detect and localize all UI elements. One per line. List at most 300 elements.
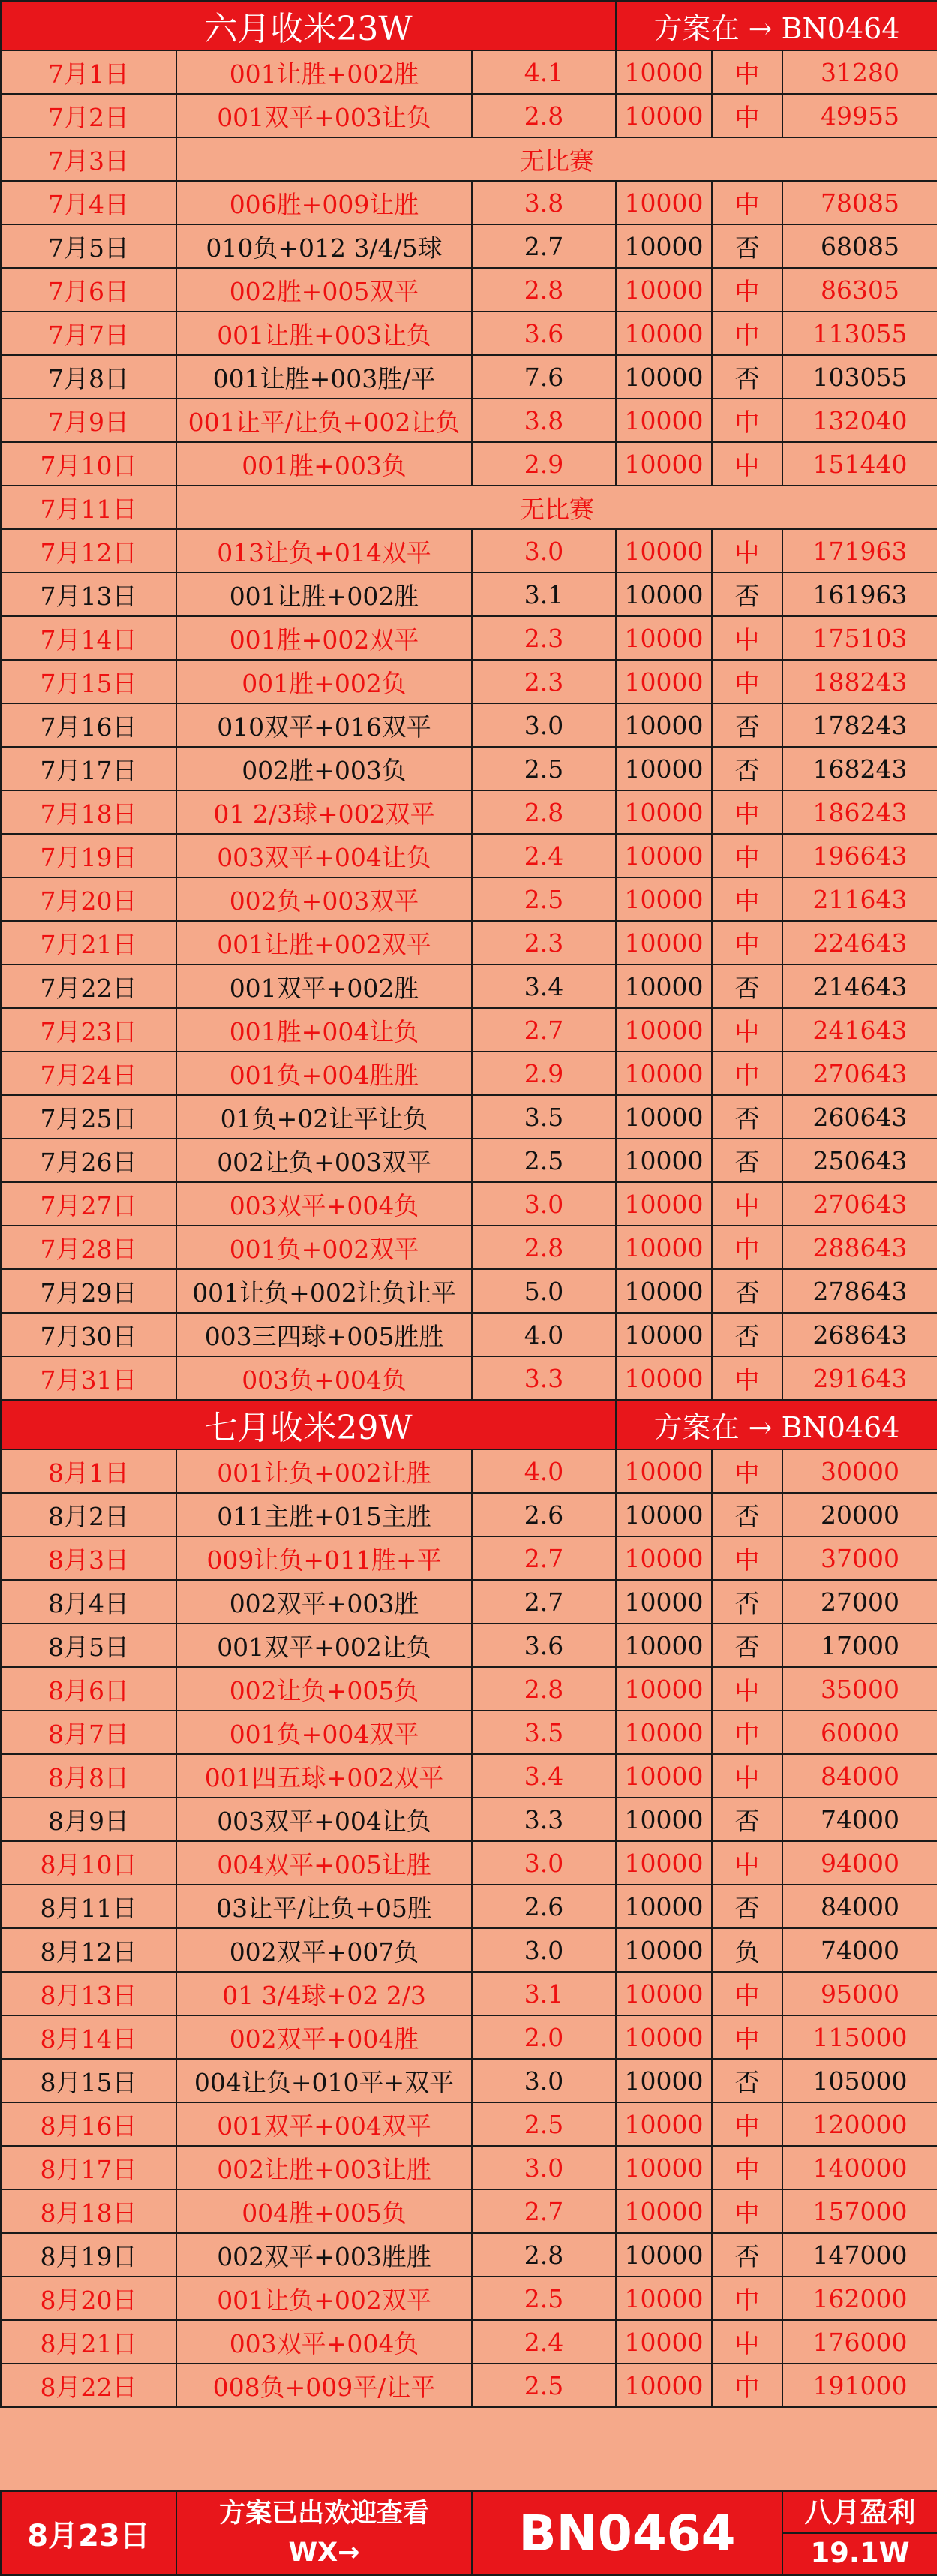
footer-note-line1: 方案已出欢迎查看 <box>218 2499 429 2529</box>
table-row <box>1 747 937 790</box>
odds-cell: 2.5 <box>472 2364 616 2407</box>
picks-cell: 003双平+004负 <box>176 2320 472 2364</box>
date-cell: 7月29日 <box>1 1269 176 1313</box>
odds-cell: 3.3 <box>472 1356 616 1400</box>
table-row <box>1 94 937 137</box>
picks-cell: 001让胜+003让负 <box>176 311 472 355</box>
date-cell: 7月28日 <box>1 1226 176 1269</box>
table-row <box>1 1885 937 1928</box>
date-cell: 7月6日 <box>1 268 176 311</box>
date-cell: 7月19日 <box>1 834 176 877</box>
result-cell: 中 <box>712 94 782 137</box>
table-row <box>1 311 937 355</box>
table-row <box>1 1313 937 1356</box>
picks-cell: 001负+004双平 <box>176 1711 472 1754</box>
odds-cell: 2.5 <box>472 2277 616 2320</box>
stake-cell: 10000 <box>616 224 712 268</box>
stake-cell: 10000 <box>616 1493 712 1536</box>
balance-cell: 95000 <box>782 1972 937 2015</box>
table-row <box>1 1095 937 1139</box>
table-row <box>1 1841 937 1885</box>
table-row <box>1 529 937 573</box>
odds-cell: 5.0 <box>472 1269 616 1313</box>
picks-cell: 003负+004负 <box>176 1356 472 1400</box>
stake-cell: 10000 <box>616 1536 712 1580</box>
picks-cell: 001双平+002胜 <box>176 964 472 1008</box>
odds-cell: 2.7 <box>472 224 616 268</box>
date-cell: 8月7日 <box>1 1711 176 1754</box>
result-cell: 中 <box>712 834 782 877</box>
footer-profit-value: 19.1W <box>783 2532 937 2573</box>
result-cell: 中 <box>712 2146 782 2189</box>
date-cell: 8月8日 <box>1 1754 176 1798</box>
balance-cell: 20000 <box>782 1493 937 1536</box>
result-cell: 中 <box>712 1182 782 1226</box>
balance-cell: 37000 <box>782 1536 937 1580</box>
picks-cell: 001负+004胜胜 <box>176 1052 472 1095</box>
table-row <box>1 616 937 660</box>
picks-cell: 001双平+002让负 <box>176 1624 472 1667</box>
stake-cell: 10000 <box>616 1052 712 1095</box>
date-cell: 8月21日 <box>1 2320 176 2364</box>
picks-cell: 001让负+002让胜 <box>176 1449 472 1493</box>
picks-cell: 002双平+007负 <box>176 1928 472 1972</box>
result-cell: 中 <box>712 1536 782 1580</box>
section-title: 六月收米23W <box>1 1 616 50</box>
odds-cell: 2.9 <box>472 442 616 486</box>
odds-cell: 3.8 <box>472 181 616 224</box>
balance-cell: 105000 <box>782 2059 937 2102</box>
date-cell: 7月17日 <box>1 747 176 790</box>
result-cell: 否 <box>712 703 782 747</box>
odds-cell: 2.7 <box>472 2189 616 2233</box>
picks-cell: 002双平+003胜 <box>176 1580 472 1624</box>
picks-cell: 001让胜+002双平 <box>176 921 472 964</box>
balance-cell: 260643 <box>782 1095 937 1139</box>
section-plan-label: 方案在 → BN0464 <box>616 1400 937 1449</box>
table-row <box>1 2277 937 2320</box>
table-row <box>1 1798 937 1841</box>
picks-cell: 001让胜+002胜 <box>176 573 472 616</box>
picks-cell: 001双平+004双平 <box>176 2102 472 2146</box>
balance-cell: 161963 <box>782 573 937 616</box>
stake-cell: 10000 <box>616 573 712 616</box>
table-row <box>1 1182 937 1226</box>
table-row <box>1 181 937 224</box>
table-row <box>1 2364 937 2407</box>
picks-cell: 008负+009平/让平 <box>176 2364 472 2407</box>
result-cell: 中 <box>712 399 782 442</box>
result-cell: 中 <box>712 1754 782 1798</box>
result-cell: 中 <box>712 2320 782 2364</box>
odds-cell: 3.6 <box>472 1624 616 1667</box>
stake-cell: 10000 <box>616 1269 712 1313</box>
picks-cell: 001让平/让负+002让负 <box>176 399 472 442</box>
result-cell: 否 <box>712 1798 782 1841</box>
table-row <box>1 834 937 877</box>
result-cell: 否 <box>712 355 782 399</box>
odds-cell: 3.1 <box>472 573 616 616</box>
odds-cell: 2.5 <box>472 2102 616 2146</box>
balance-cell: 35000 <box>782 1667 937 1711</box>
stake-cell: 10000 <box>616 181 712 224</box>
picks-cell: 002胜+003负 <box>176 747 472 790</box>
odds-cell: 2.4 <box>472 834 616 877</box>
date-cell: 8月10日 <box>1 1841 176 1885</box>
date-cell: 8月16日 <box>1 2102 176 2146</box>
table-row <box>1 660 937 703</box>
stake-cell: 10000 <box>616 790 712 834</box>
stake-cell: 10000 <box>616 1313 712 1356</box>
result-cell: 中 <box>712 1052 782 1095</box>
table-row <box>1 1449 937 1493</box>
picks-cell: 003双平+004让负 <box>176 1798 472 1841</box>
odds-cell: 3.0 <box>472 2146 616 2189</box>
no-match-cell: 无比赛 <box>176 486 937 529</box>
date-cell: 7月16日 <box>1 703 176 747</box>
balance-cell: 86305 <box>782 268 937 311</box>
result-cell: 中 <box>712 311 782 355</box>
stake-cell: 10000 <box>616 1928 712 1972</box>
odds-cell: 2.6 <box>472 1885 616 1928</box>
odds-cell: 2.5 <box>472 877 616 921</box>
balance-cell: 162000 <box>782 2277 937 2320</box>
date-cell: 7月27日 <box>1 1182 176 1226</box>
picks-cell: 002胜+005双平 <box>176 268 472 311</box>
balance-cell: 270643 <box>782 1182 937 1226</box>
odds-cell: 3.0 <box>472 1841 616 1885</box>
result-cell: 中 <box>712 660 782 703</box>
table-row <box>1 399 937 442</box>
result-cell: 中 <box>712 1711 782 1754</box>
table-row <box>1 1356 937 1400</box>
balance-cell: 68085 <box>782 224 937 268</box>
picks-cell: 004胜+005负 <box>176 2189 472 2233</box>
table-row <box>1 703 937 747</box>
picks-cell: 001让胜+003胜/平 <box>176 355 472 399</box>
result-cell: 否 <box>712 1313 782 1356</box>
stake-cell: 10000 <box>616 660 712 703</box>
balance-cell: 188243 <box>782 660 937 703</box>
table-row <box>1 1493 937 1536</box>
date-cell: 7月10日 <box>1 442 176 486</box>
balance-cell: 196643 <box>782 834 937 877</box>
footer-profit-label: 八月盈利 <box>804 2496 916 2529</box>
odds-cell: 3.0 <box>472 529 616 573</box>
picks-cell: 001胜+004让负 <box>176 1008 472 1052</box>
odds-cell: 3.0 <box>472 1928 616 1972</box>
date-cell: 7月20日 <box>1 877 176 921</box>
table-row <box>1 1928 937 1972</box>
picks-cell: 001胜+002负 <box>176 660 472 703</box>
picks-cell: 01负+02让平让负 <box>176 1095 472 1139</box>
date-cell: 8月18日 <box>1 2189 176 2233</box>
result-cell: 否 <box>712 1139 782 1182</box>
footer-plan-code: BN0464 <box>472 2491 782 2575</box>
section-header <box>1 1 937 50</box>
balance-cell: 278643 <box>782 1269 937 1313</box>
odds-cell: 3.8 <box>472 399 616 442</box>
date-cell: 8月6日 <box>1 1667 176 1711</box>
odds-cell: 2.7 <box>472 1008 616 1052</box>
result-cell: 否 <box>712 1580 782 1624</box>
odds-cell: 2.9 <box>472 1052 616 1095</box>
stake-cell: 10000 <box>616 2277 712 2320</box>
picks-cell: 01 2/3球+002双平 <box>176 790 472 834</box>
stake-cell: 10000 <box>616 2189 712 2233</box>
footer-profit <box>782 2491 937 2575</box>
balance-cell: 84000 <box>782 1885 937 1928</box>
result-cell: 中 <box>712 1972 782 2015</box>
result-cell: 否 <box>712 2059 782 2102</box>
balance-cell: 113055 <box>782 311 937 355</box>
table-row <box>1 1536 937 1580</box>
date-cell: 8月11日 <box>1 1885 176 1928</box>
stake-cell: 10000 <box>616 94 712 137</box>
date-cell: 8月19日 <box>1 2233 176 2277</box>
odds-cell: 3.3 <box>472 1798 616 1841</box>
stake-cell: 10000 <box>616 1754 712 1798</box>
stake-cell: 10000 <box>616 529 712 573</box>
result-cell: 否 <box>712 1624 782 1667</box>
balance-cell: 27000 <box>782 1580 937 1624</box>
odds-cell: 2.3 <box>472 616 616 660</box>
picks-cell: 03让平/让负+05胜 <box>176 1885 472 1928</box>
stake-cell: 10000 <box>616 399 712 442</box>
date-cell: 7月18日 <box>1 790 176 834</box>
date-cell: 7月25日 <box>1 1095 176 1139</box>
result-cell: 中 <box>712 877 782 921</box>
stake-cell: 10000 <box>616 2146 712 2189</box>
table-row <box>1 2189 937 2233</box>
odds-cell: 2.8 <box>472 2233 616 2277</box>
date-cell: 7月12日 <box>1 529 176 573</box>
picks-cell: 002让胜+003让胜 <box>176 2146 472 2189</box>
stake-cell: 10000 <box>616 50 712 94</box>
date-cell: 7月8日 <box>1 355 176 399</box>
table-row <box>1 790 937 834</box>
odds-cell: 2.8 <box>472 1667 616 1711</box>
table-row <box>1 50 937 94</box>
table-row <box>1 1139 937 1182</box>
section-header <box>1 1400 937 1449</box>
date-cell: 8月17日 <box>1 2146 176 2189</box>
table-row <box>1 964 937 1008</box>
stake-cell: 10000 <box>616 2059 712 2102</box>
date-cell: 8月4日 <box>1 1580 176 1624</box>
stake-cell: 10000 <box>616 442 712 486</box>
stake-cell: 10000 <box>616 2015 712 2059</box>
table-row <box>1 877 937 921</box>
balance-cell: 268643 <box>782 1313 937 1356</box>
stake-cell: 10000 <box>616 834 712 877</box>
balance-cell: 288643 <box>782 1226 937 1269</box>
picks-cell: 006胜+009让胜 <box>176 181 472 224</box>
stake-cell: 10000 <box>616 1885 712 1928</box>
section-plan-label: 方案在 → BN0464 <box>616 1 937 50</box>
odds-cell: 3.0 <box>472 2059 616 2102</box>
balance-cell: 175103 <box>782 616 937 660</box>
result-cell: 中 <box>712 50 782 94</box>
stake-cell: 10000 <box>616 1449 712 1493</box>
stake-cell: 10000 <box>616 2102 712 2146</box>
picks-cell: 010负+012 3/4/5球 <box>176 224 472 268</box>
table-row <box>1 573 937 616</box>
picks-cell: 001胜+003负 <box>176 442 472 486</box>
date-cell: 7月7日 <box>1 311 176 355</box>
table-row <box>1 2146 937 2189</box>
stake-cell: 10000 <box>616 1798 712 1841</box>
balance-cell: 178243 <box>782 703 937 747</box>
result-cell: 中 <box>712 1356 782 1400</box>
table-row <box>1 1580 937 1624</box>
date-cell: 7月22日 <box>1 964 176 1008</box>
stake-cell: 10000 <box>616 1139 712 1182</box>
picks-cell: 001四五球+002双平 <box>176 1754 472 1798</box>
result-cell: 否 <box>712 224 782 268</box>
stake-cell: 10000 <box>616 1226 712 1269</box>
balance-cell: 60000 <box>782 1711 937 1754</box>
result-cell: 中 <box>712 1449 782 1493</box>
balance-cell: 171963 <box>782 529 937 573</box>
result-cell: 中 <box>712 790 782 834</box>
odds-cell: 2.8 <box>472 94 616 137</box>
result-cell: 否 <box>712 747 782 790</box>
footer-banner <box>0 2490 937 2576</box>
odds-cell: 2.7 <box>472 1536 616 1580</box>
odds-cell: 4.1 <box>472 50 616 94</box>
balance-cell: 211643 <box>782 877 937 921</box>
stake-cell: 10000 <box>616 616 712 660</box>
date-cell: 8月15日 <box>1 2059 176 2102</box>
date-cell: 7月21日 <box>1 921 176 964</box>
date-cell: 8月2日 <box>1 1493 176 1536</box>
picks-cell: 010双平+016双平 <box>176 703 472 747</box>
date-cell: 7月31日 <box>1 1356 176 1400</box>
odds-cell: 2.0 <box>472 2015 616 2059</box>
table-row <box>1 2059 937 2102</box>
odds-cell: 2.8 <box>472 1226 616 1269</box>
date-cell: 8月22日 <box>1 2364 176 2407</box>
result-cell: 中 <box>712 2277 782 2320</box>
picks-cell: 003双平+004让负 <box>176 834 472 877</box>
balance-cell: 49955 <box>782 94 937 137</box>
table-row <box>1 2102 937 2146</box>
balance-cell: 78085 <box>782 181 937 224</box>
stake-cell: 10000 <box>616 311 712 355</box>
balance-cell: 241643 <box>782 1008 937 1052</box>
table-row <box>1 1008 937 1052</box>
balance-cell: 30000 <box>782 1449 937 1493</box>
odds-cell: 3.4 <box>472 1754 616 1798</box>
odds-cell: 2.3 <box>472 921 616 964</box>
picks-cell: 003三四球+005胜胜 <box>176 1313 472 1356</box>
balance-cell: 103055 <box>782 355 937 399</box>
balance-cell: 291643 <box>782 1356 937 1400</box>
result-cell: 中 <box>712 2015 782 2059</box>
date-cell: 7月24日 <box>1 1052 176 1095</box>
odds-cell: 2.5 <box>472 747 616 790</box>
balance-cell: 140000 <box>782 2146 937 2189</box>
date-cell: 7月1日 <box>1 50 176 94</box>
balance-cell: 132040 <box>782 399 937 442</box>
odds-cell: 4.0 <box>472 1449 616 1493</box>
result-cell: 中 <box>712 1841 782 1885</box>
stake-cell: 10000 <box>616 747 712 790</box>
odds-cell: 2.8 <box>472 268 616 311</box>
result-cell: 中 <box>712 921 782 964</box>
table-row <box>1 1754 937 1798</box>
odds-cell: 2.5 <box>472 1139 616 1182</box>
stake-cell: 10000 <box>616 1580 712 1624</box>
no-match-cell: 无比赛 <box>176 137 937 181</box>
date-cell: 7月2日 <box>1 94 176 137</box>
picks-cell: 002负+003双平 <box>176 877 472 921</box>
balance-cell: 74000 <box>782 1928 937 1972</box>
balance-cell: 74000 <box>782 1798 937 1841</box>
result-cell: 中 <box>712 616 782 660</box>
stake-cell: 10000 <box>616 877 712 921</box>
stake-cell: 10000 <box>616 1667 712 1711</box>
picks-cell: 001让负+002双平 <box>176 2277 472 2320</box>
balance-cell: 191000 <box>782 2364 937 2407</box>
picks-cell: 001让负+002让负让平 <box>176 1269 472 1313</box>
balance-cell: 157000 <box>782 2189 937 2233</box>
stake-cell: 10000 <box>616 1095 712 1139</box>
table-row <box>1 442 937 486</box>
picks-cell: 002让负+005负 <box>176 1667 472 1711</box>
date-cell: 7月26日 <box>1 1139 176 1182</box>
odds-cell: 3.6 <box>472 311 616 355</box>
balance-cell: 31280 <box>782 50 937 94</box>
picks-cell: 001双平+003让负 <box>176 94 472 137</box>
date-cell: 8月5日 <box>1 1624 176 1667</box>
date-cell: 7月3日 <box>1 137 176 181</box>
table-row <box>1 1269 937 1313</box>
picks-cell: 013让负+014双平 <box>176 529 472 573</box>
date-cell: 8月13日 <box>1 1972 176 2015</box>
date-cell: 8月12日 <box>1 1928 176 1972</box>
table-row <box>1 921 937 964</box>
table-row <box>1 268 937 311</box>
stake-cell: 10000 <box>616 268 712 311</box>
odds-cell: 2.3 <box>472 660 616 703</box>
date-cell: 7月4日 <box>1 181 176 224</box>
date-cell: 7月11日 <box>1 486 176 529</box>
picks-cell: 001负+002双平 <box>176 1226 472 1269</box>
picks-cell: 011主胜+015主胜 <box>176 1493 472 1536</box>
table-row <box>1 1624 937 1667</box>
balance-cell: 151440 <box>782 442 937 486</box>
table-row <box>1 355 937 399</box>
date-cell: 7月15日 <box>1 660 176 703</box>
table-row <box>1 2320 937 2364</box>
odds-cell: 3.1 <box>472 1972 616 2015</box>
balance-cell: 176000 <box>782 2320 937 2364</box>
odds-cell: 3.4 <box>472 964 616 1008</box>
result-cell: 中 <box>712 1008 782 1052</box>
date-cell: 8月20日 <box>1 2277 176 2320</box>
balance-cell: 94000 <box>782 1841 937 1885</box>
table-row <box>1 1226 937 1269</box>
balance-cell: 270643 <box>782 1052 937 1095</box>
section-title: 七月收米29W <box>1 1400 616 1449</box>
odds-cell: 3.5 <box>472 1711 616 1754</box>
result-cell: 中 <box>712 2364 782 2407</box>
table-row <box>1 1052 937 1095</box>
odds-cell: 2.6 <box>472 1493 616 1536</box>
stake-cell: 10000 <box>616 1711 712 1754</box>
